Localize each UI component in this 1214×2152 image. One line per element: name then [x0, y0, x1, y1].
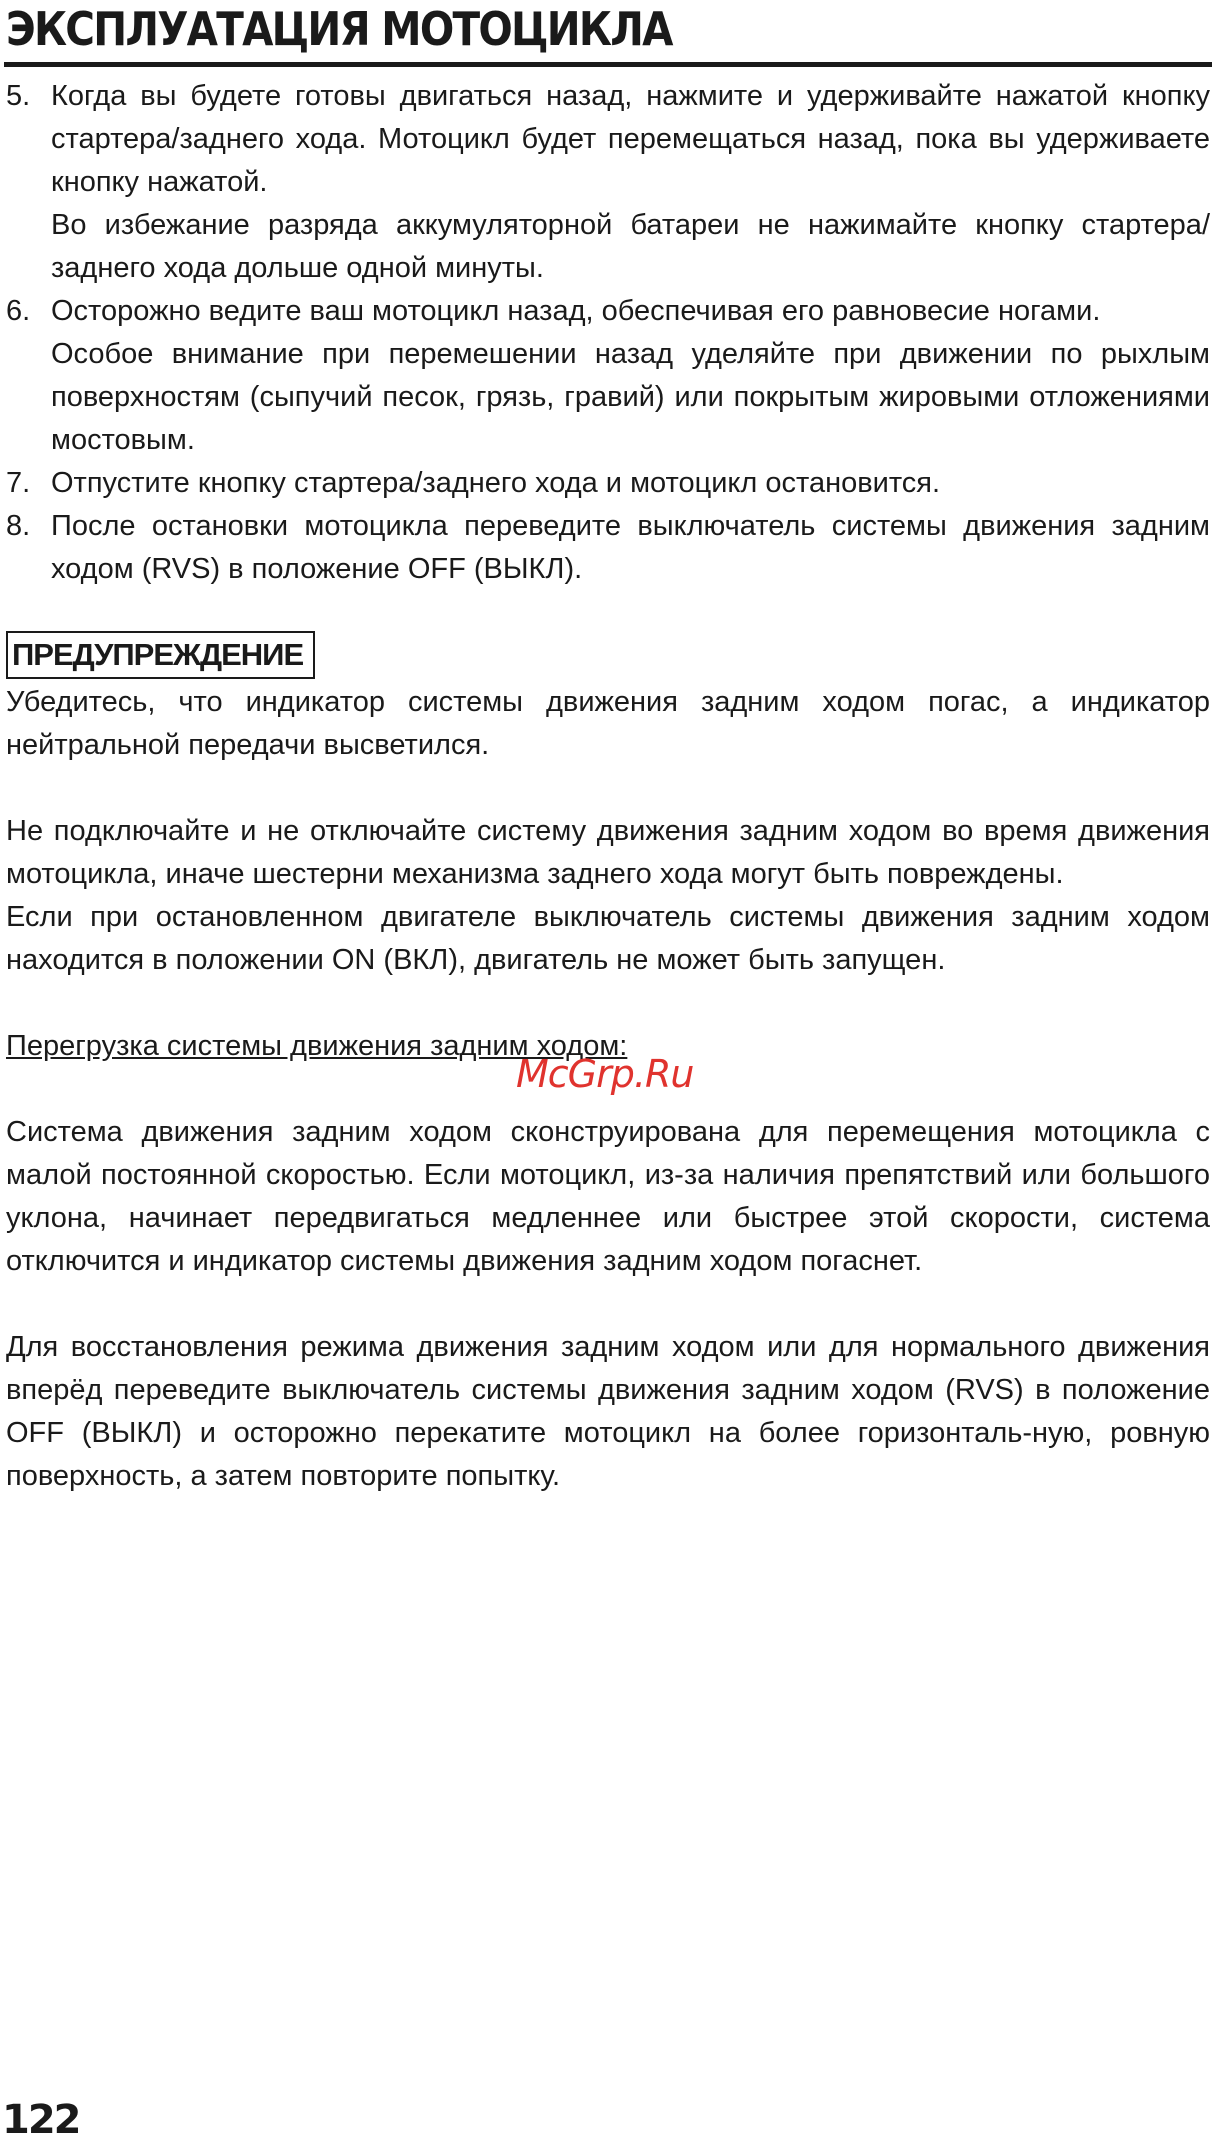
page-title: ЭКСПЛУАТАЦИЯ МОТОЦИКЛА — [6, 2, 672, 56]
step-item-7 — [6, 462, 1210, 505]
warning-paragraph: Убедитесь, что индикатор системы движения задним ходом погас, а индикатор нейтральной передачи высветился. — [6, 686, 1210, 761]
warning-paragraph: Не подключайте и не отключайте систему движения задним ходом во время движения мотоцикла, иначе шестерни механизма заднего хода могут быть повреждены. — [6, 815, 1210, 890]
step-item-5 — [6, 75, 1210, 290]
steps-list — [6, 75, 1210, 591]
spacer — [6, 1283, 1210, 1326]
step-text: Когда вы будете готовы двигаться назад, нажмите и удерживайте нажатой кнопку стартера/заднего хода. Мотоцикл будет перемещаться назад, пока вы удерживаете кнопку нажатой. — [51, 80, 1210, 198]
step-text: Во избежание разряда аккумуляторной батареи не нажимайте кнопку стартера/заднего хода дольше одной минуты. — [51, 209, 1210, 284]
watermark-logo: McGrp.Ru — [516, 1052, 694, 1096]
step-text: Особое внимание при перемешении назад уделяйте при движении по рыхлым поверхностям (сыпучий песок, грязь, гравий) или покрытым жировыми отложениями мостовым. — [51, 338, 1210, 456]
step-text: Осторожно ведите ваш мотоцикл назад, обеспечивая его равновесие ногами. — [51, 295, 1101, 327]
spacer — [6, 982, 1210, 1025]
warning-paragraph: Если при остановленном двигателе выключатель системы движения задним ходом находится в положении ON (ВКЛ), двигатель не может быть запущен. — [6, 901, 1210, 976]
page-content — [6, 75, 1210, 1498]
step-text: После остановки мотоцикла переведите выключатель системы движения задним ходом (RVS) в положение OFF (ВЫКЛ). — [51, 510, 1210, 585]
spacer — [6, 767, 1210, 810]
step-number: 6. — [6, 295, 31, 327]
section-heading: Перегрузка системы движения задним ходом: — [6, 1030, 628, 1062]
step-number: 5. — [6, 80, 31, 112]
page-number: 122 — [2, 2097, 80, 2143]
overload-paragraph: Система движения задним ходом сконструирована для перемещения мотоцикла с малой постоянной скоростью. Если мотоцикл, из-за наличия препятствий или большого уклона, начинает передвигаться медленнее или быстрее этой скорости, система отключится и индикатор системы движения задним ходом погаснет. — [6, 1116, 1210, 1277]
step-text: Отпустите кнопку стартера/заднего хода и мотоцикл остановится. — [51, 467, 941, 499]
warning-label: ПРЕДУПРЕЖДЕНИЕ — [6, 631, 315, 679]
step-number: 8. — [6, 510, 31, 542]
step-item-6 — [6, 290, 1210, 462]
step-number: 7. — [6, 467, 31, 499]
step-item-8 — [6, 505, 1210, 591]
page-header — [4, 0, 1212, 67]
overload-paragraph: Для восстановления режима движения задним ходом или для нормального движения вперёд переведите выключатель системы движения задним ходом (RVS) в положение OFF (ВЫКЛ) и осторожно перекатите мотоцикл на более горизонталь-ную, ровную поверхность, а затем повторите попытку. — [6, 1331, 1210, 1492]
